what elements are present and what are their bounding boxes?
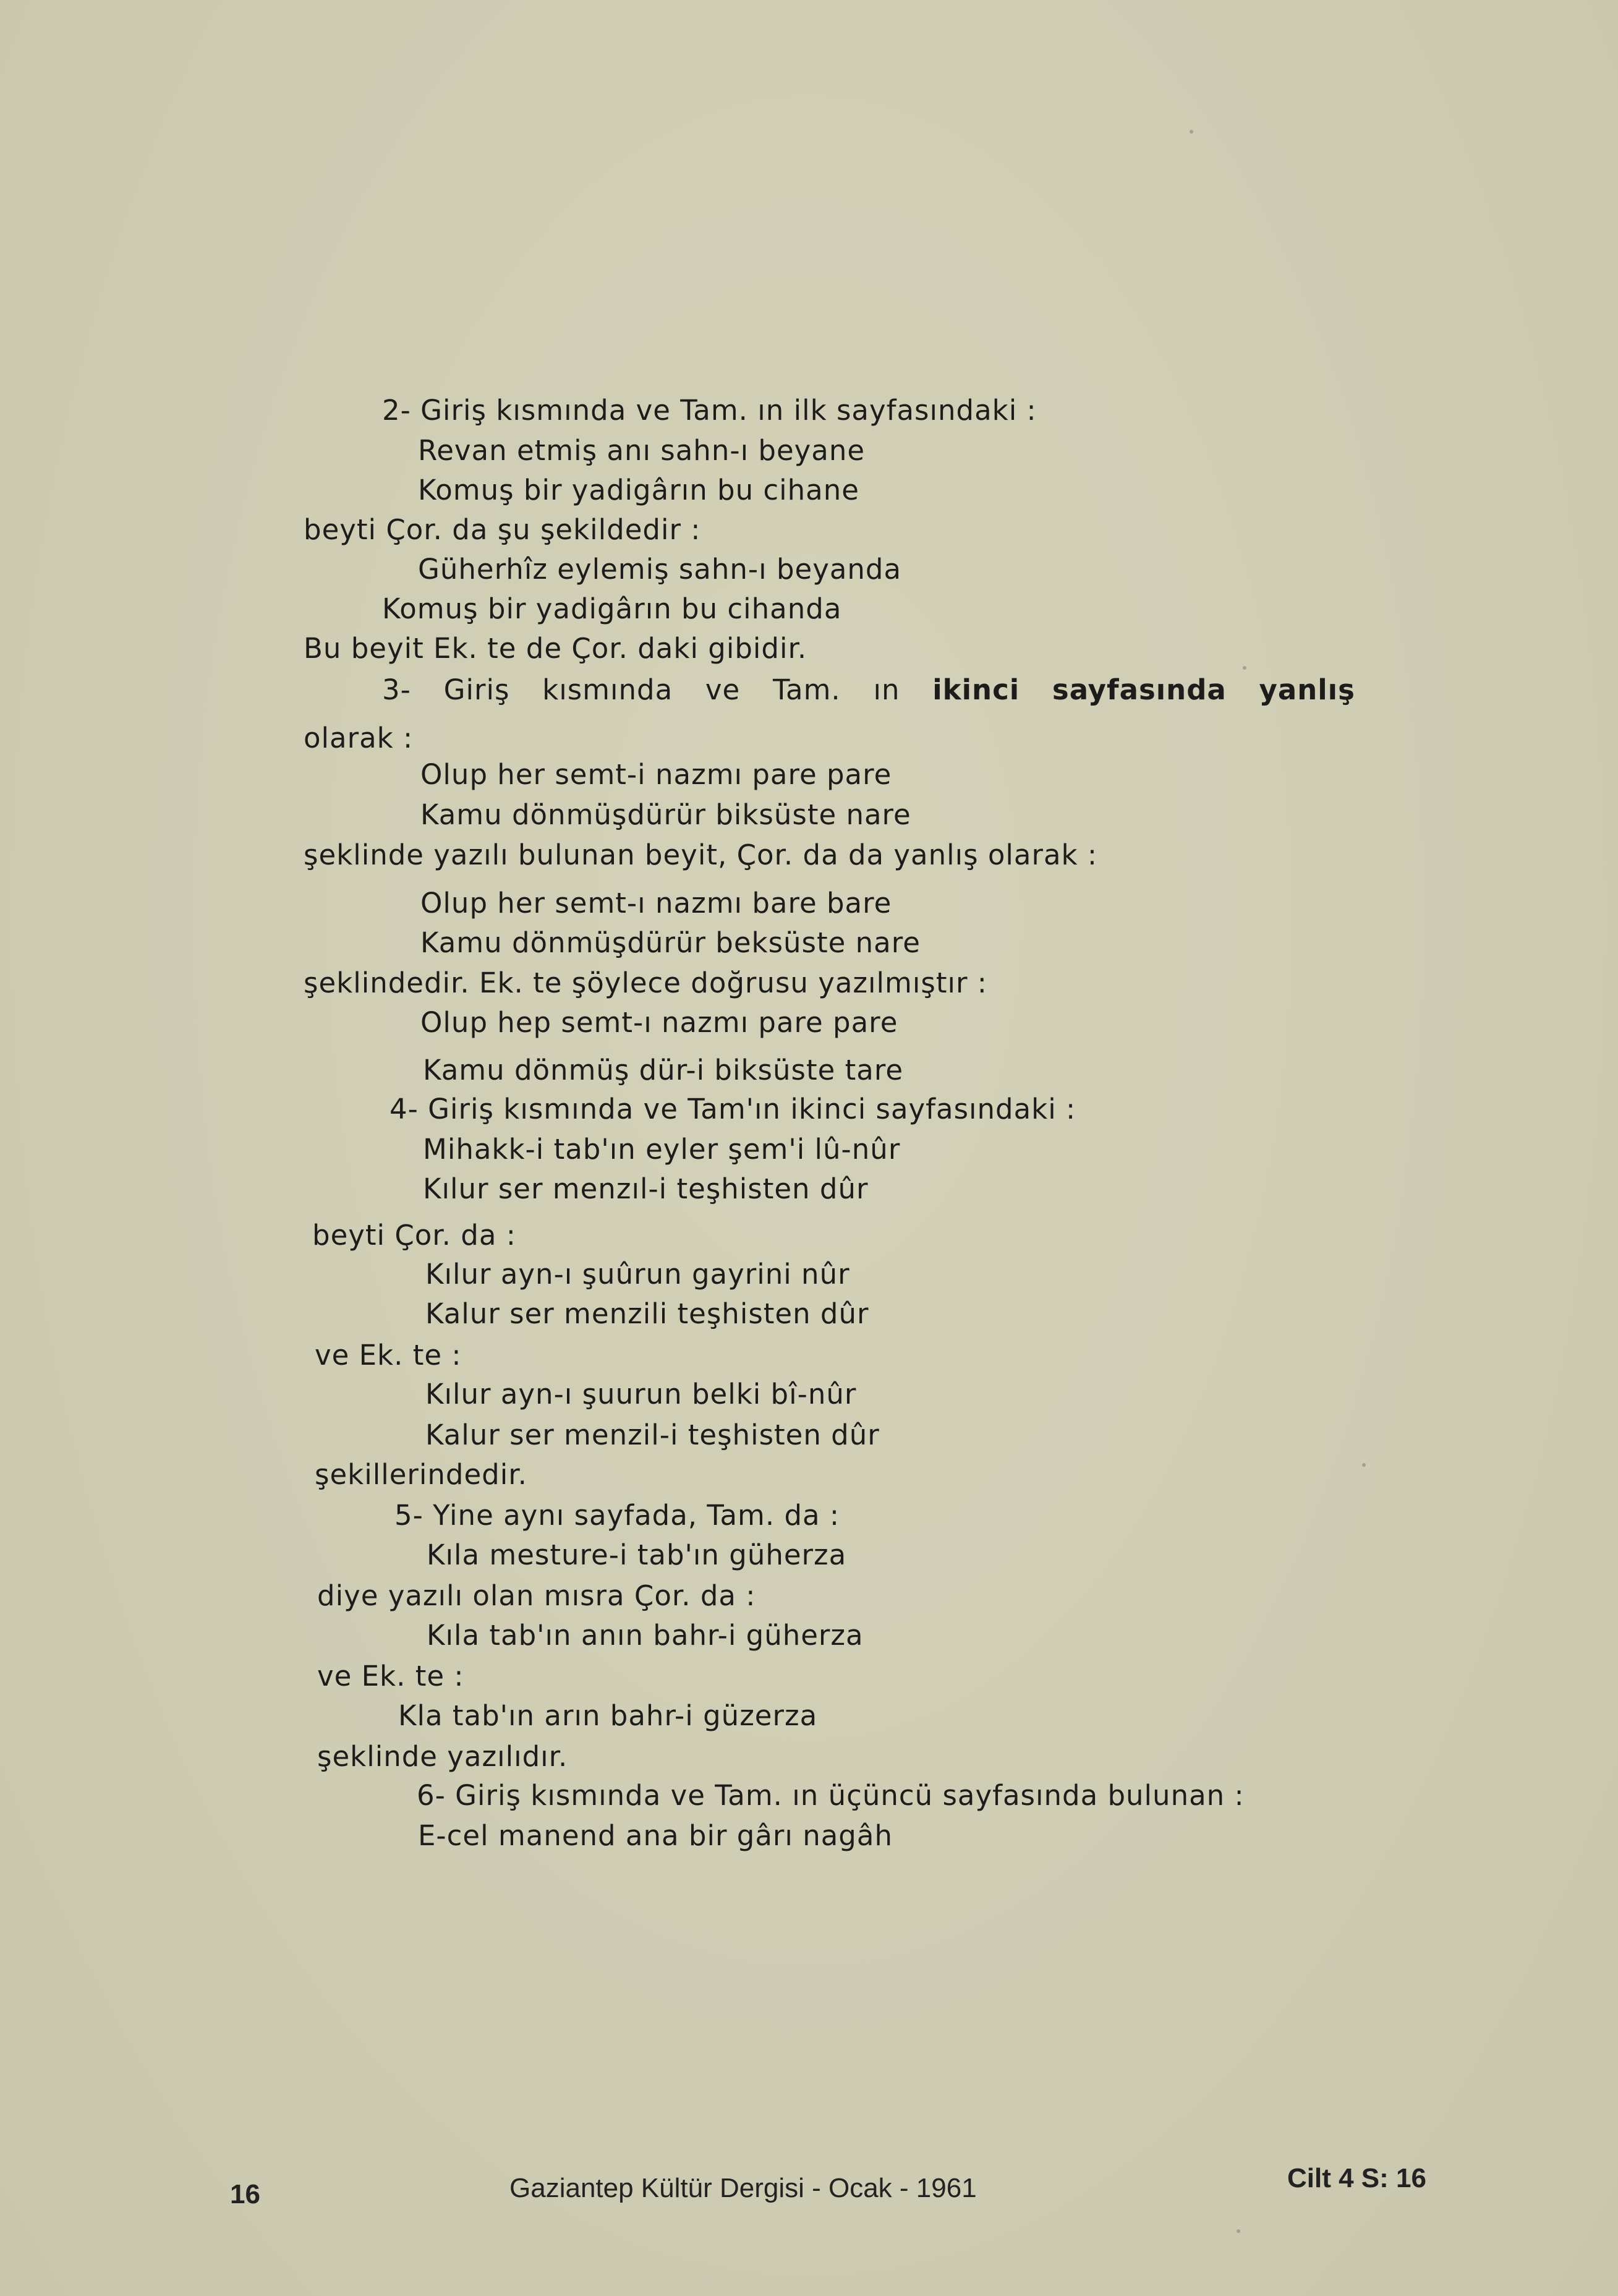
word: Tam. [772, 673, 841, 706]
word: yanlış [1259, 673, 1355, 706]
text-line: Olup her semt-i nazmı pare pare [420, 758, 892, 791]
text-line: ve Ek. te : [315, 1339, 462, 1372]
word: sayfasında [1052, 673, 1227, 706]
text-line: şeklinde yazılıdır. [317, 1740, 568, 1773]
text-line: Revan etmiş anı sahn-ı beyane [418, 434, 866, 467]
word: kısmında [542, 673, 673, 706]
page-number: 16 [230, 2179, 260, 2209]
text-line: Güherhîz eylemiş sahn-ı beyanda [418, 553, 902, 586]
text-line: Mihakk-i tab'ın eyler şem'i lû-nûr [423, 1133, 901, 1166]
text-line: E-cel manend ana bir gârı nagâh [418, 1819, 893, 1852]
text-line: Kamu dönmüş dür-i biksüste tare [423, 1054, 904, 1086]
text-line: Kıla mesture-i tab'ın güherza [427, 1538, 847, 1571]
text-line: Bu beyit Ek. te de Çor. daki gibidir. [304, 632, 807, 665]
text-line: Kla tab'ın arın bahr-i güzerza [398, 1699, 818, 1732]
text-line: Kalur ser menzili teşhisten dûr [425, 1297, 869, 1330]
text-line: Kıla tab'ın anın bahr-i güherza [427, 1619, 864, 1652]
text-line: şeklindedir. Ek. te şöylece doğrusu yazılmıştır : [304, 967, 987, 999]
word: 3- [382, 673, 411, 706]
word: Giriş [443, 673, 510, 706]
text-line: 5- Yine aynı sayfada, Tam. da : [394, 1499, 840, 1532]
text-line: Kılur ayn-ı şuûrun gayrini nûr [425, 1258, 850, 1291]
text-line: Kılur ser menzıl-i teşhisten dûr [423, 1172, 869, 1205]
word: ve [705, 673, 741, 706]
text-line: beyti Çor. da : [312, 1219, 516, 1252]
volume-issue: Cilt 4 S: 16 [1287, 2163, 1426, 2193]
text-line: diye yazılı olan mısra Çor. da : [317, 1579, 756, 1612]
text-line: şeklinde yazılı bulunan beyit, Çor. da da yanlış olarak : [304, 839, 1098, 871]
text-line: Kamu dönmüşdürür beksüste nare [420, 926, 921, 959]
journal-footer: Gaziantep Kültür Dergisi - Ocak - 1961 [509, 2173, 977, 2203]
word: ikinci [932, 673, 1020, 706]
text-line-justified [382, 673, 1355, 707]
text-line: 4- Giriş kısmında ve Tam'ın ikinci sayfasındaki : [390, 1093, 1076, 1125]
word: ın [873, 673, 900, 706]
text-line: olarak : [304, 722, 414, 754]
text-line: şekillerindedir. [315, 1458, 527, 1491]
text-line: Kalur ser menzil-i teşhisten dûr [425, 1419, 880, 1451]
text-line: Komuş bir yadigârın bu cihanda [382, 592, 842, 625]
text-line: Olup her semt-ı nazmı bare bare [420, 887, 892, 920]
text-line: Kılur ayn-ı şuurun belki bî-nûr [425, 1378, 857, 1410]
text-line: beyti Çor. da şu şekildedir : [304, 513, 701, 546]
text-line: Olup hep semt-ı nazmı pare pare [420, 1006, 898, 1039]
text-line: ve Ek. te : [317, 1660, 464, 1692]
text-line: Komuş bir yadigârın bu cihane [418, 474, 859, 506]
text-line: 2- Giriş kısmında ve Tam. ın ilk sayfasındaki : [382, 394, 1037, 427]
text-line: 6- Giriş kısmında ve Tam. ın üçüncü sayfasında bulunan : [417, 1779, 1245, 1812]
text-line: Kamu dönmüşdürür biksüste nare [420, 798, 911, 831]
